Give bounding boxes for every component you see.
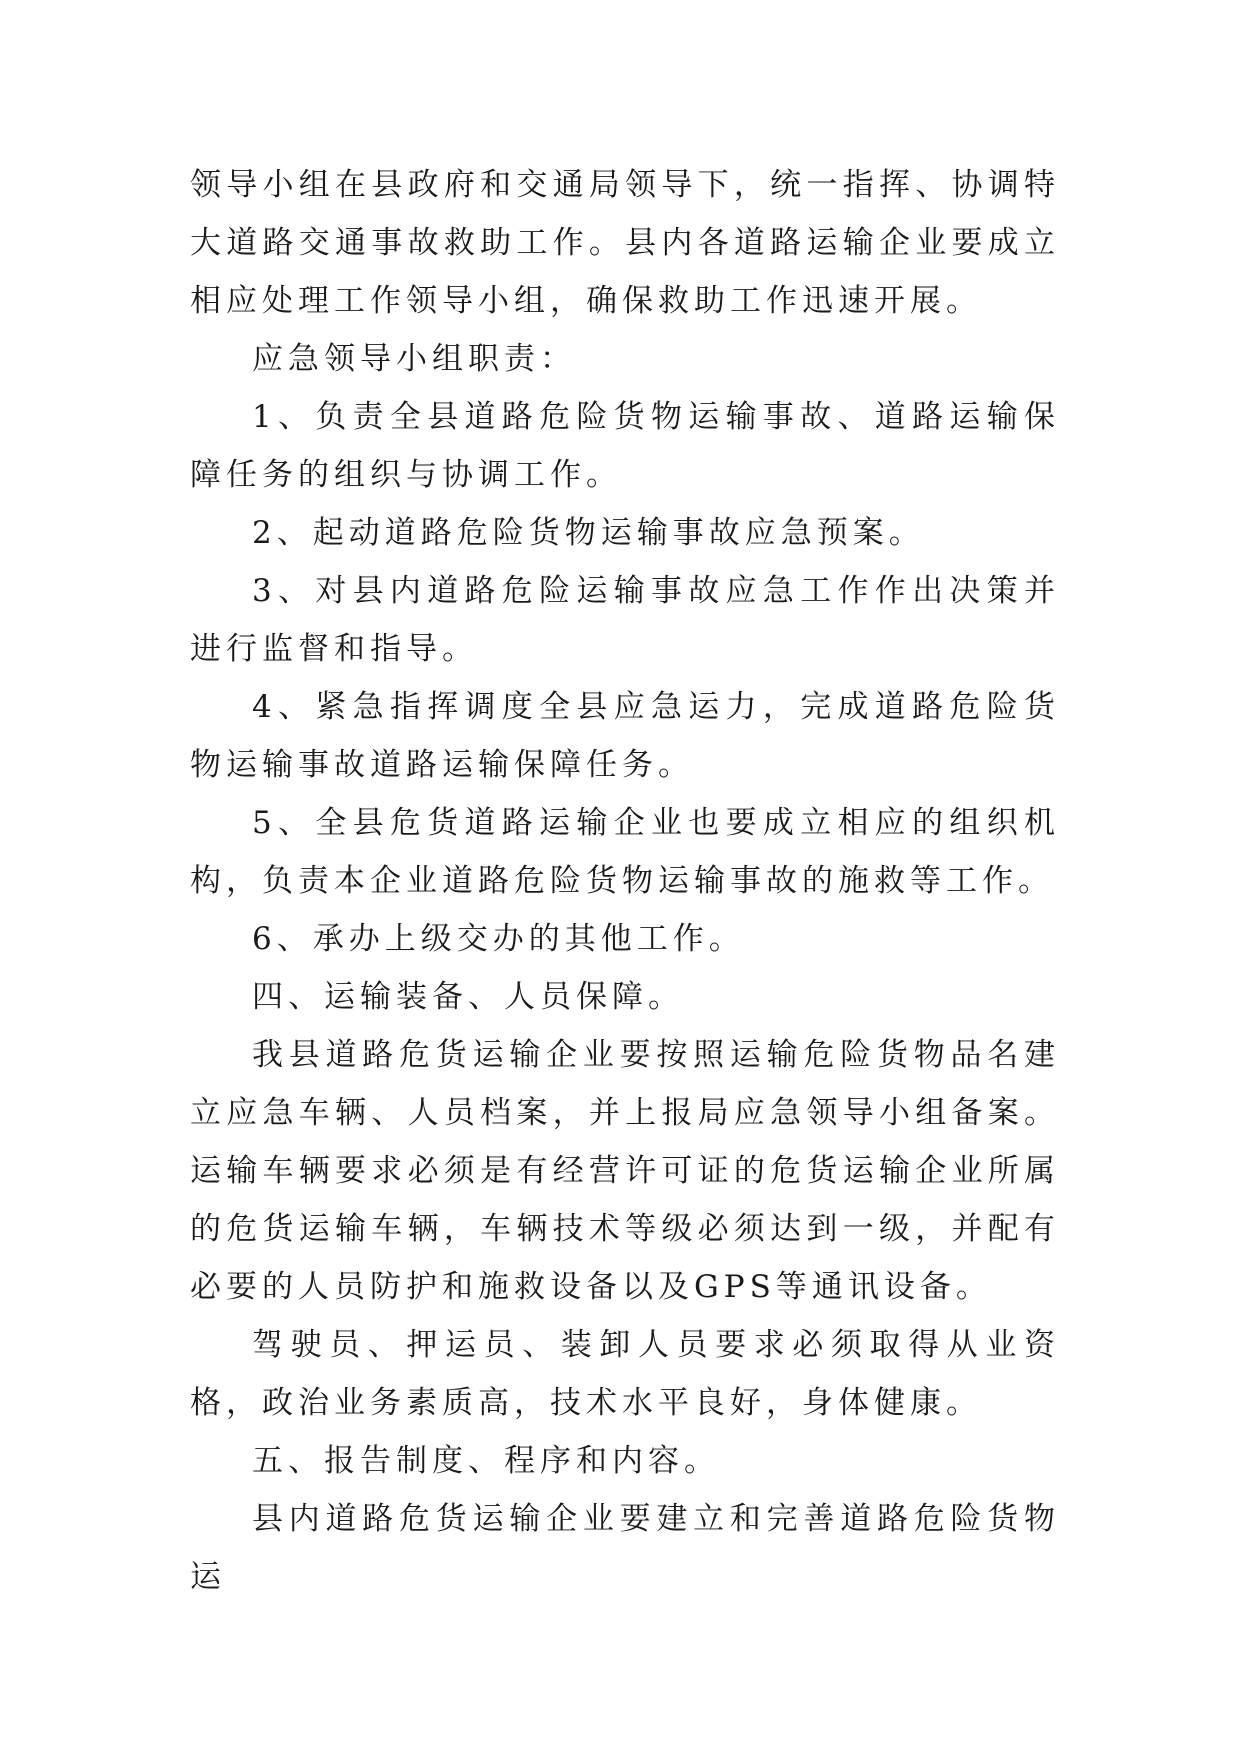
paragraph-11: 驾驶员、押运员、装卸人员要求必须取得从业资格，政治业务素质高，技术水平良好，身体健康。 <box>190 1327 1060 1421</box>
paragraph-2: 应急领导小组职责： <box>252 341 576 377</box>
paragraph-13: 县内道路危货运输企业要建立和完善道路危险货物运 <box>190 1501 1060 1595</box>
section-heading-4: 四、运输装备、人员保障。 <box>252 979 684 1015</box>
paragraph-3: 1、负责全县道路危险货物运输事故、道路运输保障任务的组织与协调工作。 <box>190 399 1060 493</box>
paragraph-6: 4、紧急指挥调度全县应急运力，完成道路危险货物运输事故道路运输保障任务。 <box>190 689 1060 783</box>
section-heading-5: 五、报告制度、程序和内容。 <box>252 1443 720 1479</box>
paragraph-8: 6、承办上级交办的其他工作。 <box>252 921 745 957</box>
paragraph-7: 5、全县危货道路运输企业也要成立相应的组织机构，负责本企业道路危险货物运输事故的施救等工作。 <box>190 805 1060 899</box>
paragraph-1: 领导小组在县政府和交通局领导下，统一指挥、协调特大道路交通事故救助工作。县内各道路运输企业要成立相应处理工作领导小组，确保救助工作迅速开展。 <box>190 167 1060 319</box>
paragraph-10: 我县道路危货运输企业要按照运输危险货物品名建立应急车辆、人员档案，并上报局应急领导小组备案。运输车辆要求必须是有经营许可证的危货运输企业所属的危货运输车辆，车辆技术等级必须达到一级，并配有必要的人员防护和施救设备以及GPS等通讯设备。 <box>190 1037 1060 1305</box>
paragraph-4: 2、起动道路危险货物运输事故应急预案。 <box>252 515 925 551</box>
document-body <box>190 156 1060 1606</box>
paragraph-5: 3、对县内道路危险运输事故应急工作作出决策并进行监督和指导。 <box>190 573 1060 667</box>
